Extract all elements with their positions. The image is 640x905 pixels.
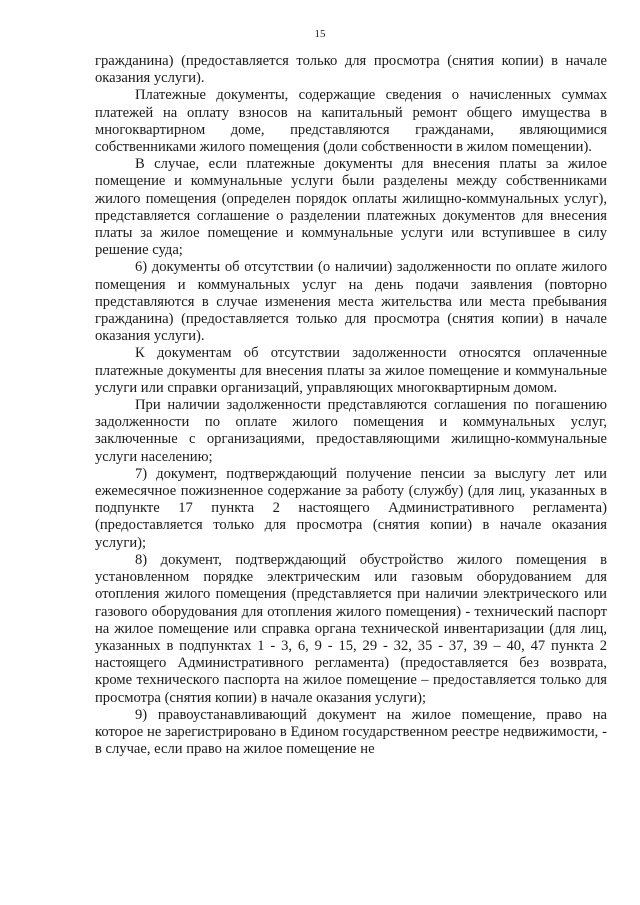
paragraph-item-6: 6) документы об отсутствии (о наличии) задолженности по оплате жилого помещения и коммунальных услуг на день подачи заявления (повторно представляются в случае изменения места жительства или места пребывания гражданина) (предоставляется только для просмотра (снятия копии) в начале оказания услуги). [95, 259, 607, 345]
page-number: 15 [314, 28, 326, 40]
paragraph-debt-agreements: При наличии задолженности представляются соглашения по погашению задолженности по оплате жилого помещения и коммунальных услуг, заключенные с организациями, предоставляющими жилищно-коммунальные услуги населению; [95, 397, 607, 465]
document-body [95, 53, 607, 758]
paragraph-item-8: 8) документ, подтверждающий обустройство жилого помещения в установленном порядке электрическим или газовым оборудованием для отопления жилого помещения (представляется при наличии электрического или газового оборудования для отопления жилого помещения) - технический паспорт на жилое помещение или справка органа технической инвентаризации (для лиц, указанных в подпунктах 1 - 3, 6, 9 - 15, 29 - 32, 35 - 37, 39 – 40, 47 пункта 2 настоящего Административного регламента) (предоставляется без возврата, кроме технического паспорта на жилое помещение – предоставляется только для просмотра (снятия копии) в начале оказания услуги); [95, 551, 607, 706]
paragraph-continuation: гражданина) (предоставляется только для просмотра (снятия копии) в начале оказания услуги). [95, 53, 607, 87]
paragraph-item-9: 9) правоустанавливающий документ на жилое помещение, право на которое не зарегистрировано в Едином государственном реестре недвижимости, - в случае, если право на жилое помещение не [95, 706, 607, 758]
paragraph-payment-documents: Платежные документы, содержащие сведения о начисленных суммах платежей на оплату взносов на капитальный ремонт общего имущества в многоквартирном доме, представляются гражданами, являющимися собственниками жилого помещения (доли собственности в жилом помещении). [95, 87, 607, 156]
paragraph-item-7: 7) документ, подтверждающий получение пенсии за выслугу лет или ежемесячное пожизненное содержание за работу (службу) (для лиц, указанных в подпункте 17 пункта 2 настоящего Административного регламента) (предоставляется только для просмотра (снятия копии) в начале оказания услуги); [95, 465, 607, 551]
paragraph-divided-payment-documents: В случае, если платежные документы для внесения платы за жилое помещение и коммунальные услуги были разделены между собственниками жилого помещения (определен порядок оплаты жилищно-коммунальных услуг), представляется соглашение о разделении платежных документов для внесения платы за жилое помещение и коммунальные услуги или вступившее в силу решение суда; [95, 156, 607, 259]
paragraph-no-debt-documents: К документам об отсутствии задолженности относятся оплаченные платежные документы для внесения платы за жилое помещение и коммунальные услуги или справки организаций, управляющих многоквартирным домом. [95, 345, 607, 396]
